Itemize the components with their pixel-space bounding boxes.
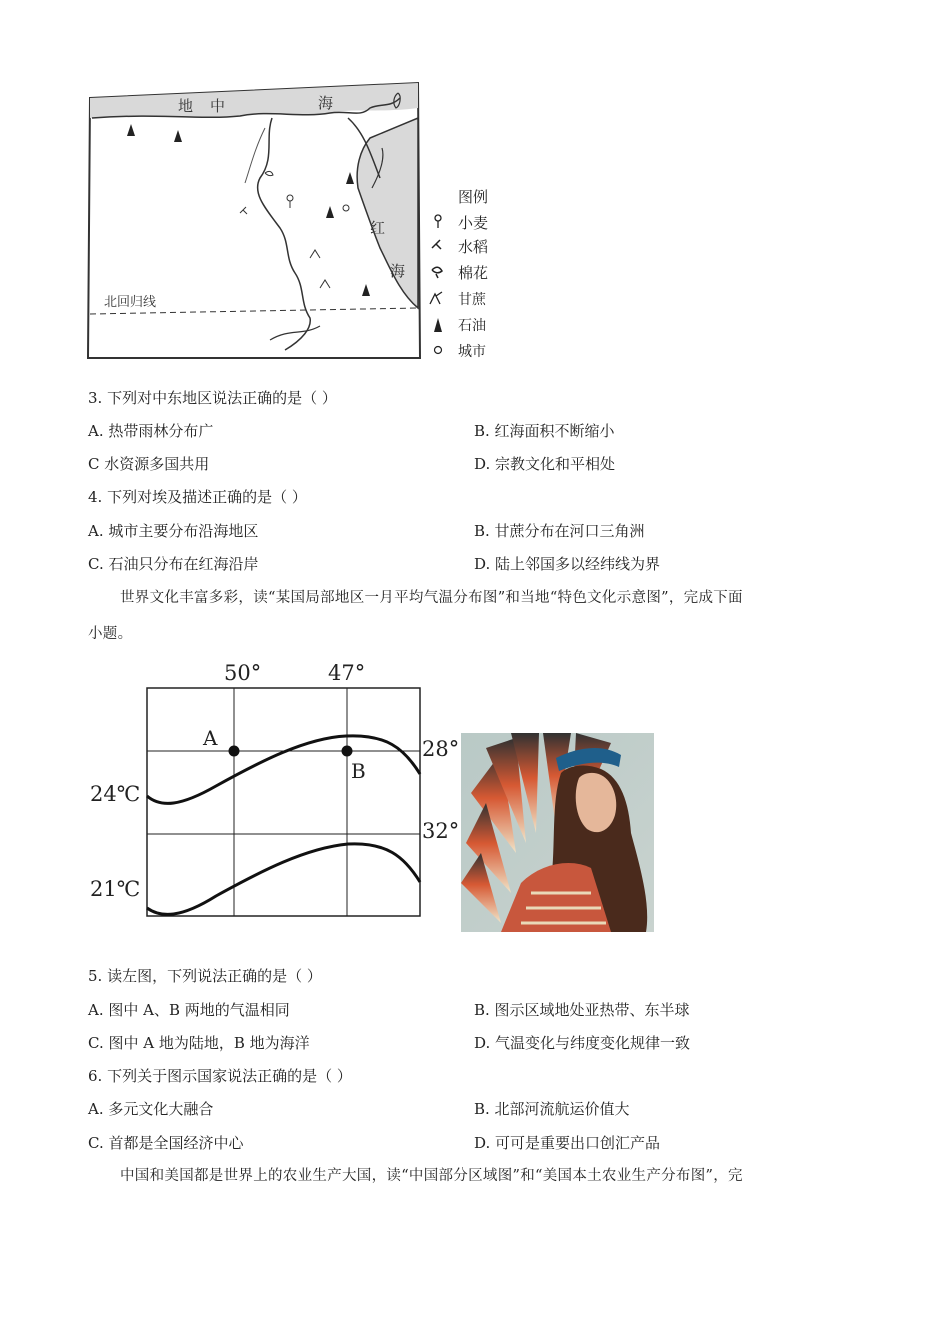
wheat-icon	[435, 215, 441, 228]
intro-paragraph-3: 中国和美国都是世界上的农业生产大国，读“中国部分区域图”和“美国本土农业生产分布图”，完	[120, 1168, 743, 1184]
question-6-option-a[interactable]: A. 多元文化大融合	[88, 1100, 214, 1118]
map-label-di: 地	[178, 97, 194, 115]
cotton-icon	[432, 267, 442, 278]
question-3-option-b[interactable]: B. 红海面积不断缩小	[474, 422, 615, 440]
latitude-label-32: 32°	[422, 819, 460, 843]
oil-icon	[434, 318, 442, 332]
map-label-zhong: 中	[210, 97, 226, 115]
question-3-stem: 3. 下列对中东地区说法正确的是（ ）	[88, 389, 337, 407]
legend-label: 小麦	[458, 214, 489, 232]
question-5-option-c[interactable]: C. 图中 A 地为陆地，B 地为海洋	[88, 1034, 310, 1052]
longitude-label-50: 50°	[224, 661, 262, 685]
question-3-option-a[interactable]: A. 热带雨林分布广	[88, 422, 214, 440]
map-label-hai2: 海	[390, 262, 406, 280]
intro-paragraph-line1: 世界文化丰富多彩，读“某国局部地区一月平均气温分布图”和当地“特色文化示意图”，完成下面	[120, 590, 743, 606]
map-label-hai: 海	[318, 94, 334, 112]
rice-icon	[432, 240, 441, 249]
point-b-label: B	[351, 759, 366, 783]
question-6-stem: 6. 下列关于图示国家说法正确的是（ ）	[88, 1067, 352, 1085]
question-6-option-b[interactable]: B. 北部河流航运价值大	[474, 1100, 630, 1118]
culture-photo	[461, 733, 654, 932]
question-6-option-d[interactable]: D. 可可是重要出口创汇产品	[474, 1134, 661, 1152]
city-icon	[435, 347, 442, 354]
question-4-stem: 4. 下列对埃及描述正确的是（ ）	[88, 488, 307, 506]
question-3-option-d[interactable]: D. 宗教文化和平相处	[474, 455, 616, 473]
longitude-label-47: 47°	[328, 661, 366, 685]
point-a-marker	[229, 746, 240, 757]
city-icon	[343, 205, 349, 211]
legend-label: 水稻	[458, 238, 489, 256]
question-5-option-a[interactable]: A. 图中 A、B 两地的气温相同	[88, 1001, 290, 1019]
question-4-option-b[interactable]: B. 甘蔗分布在河口三角洲	[474, 522, 645, 540]
question-4-option-a[interactable]: A. 城市主要分布沿海地区	[88, 522, 259, 540]
question-6-option-c[interactable]: C. 首都是全国经济中心	[88, 1134, 244, 1152]
legend-label: 城市	[458, 344, 486, 360]
legend-label: 甘蔗	[458, 292, 486, 308]
intro-paragraph-line2: 小题。	[88, 626, 133, 642]
legend-label: 石油	[458, 318, 486, 334]
legend-title: 图例	[458, 188, 489, 206]
isotherm-label-21: 21℃	[90, 877, 141, 901]
question-3-option-c[interactable]: C 水资源多国共用	[88, 455, 210, 473]
question-5-stem: 5. 读左图，下列说法正确的是（ ）	[88, 967, 322, 985]
isotherm-label-24: 24℃	[90, 782, 141, 806]
question-4-option-c[interactable]: C. 石油只分布在红海沿岸	[88, 555, 259, 573]
tropic-label: 北回归线	[104, 295, 157, 310]
question-5-option-b[interactable]: B. 图示区域地处亚热带、东半球	[474, 1001, 690, 1019]
egypt-map	[80, 78, 510, 368]
legend-label: 棉花	[458, 264, 489, 282]
point-a-label: A	[203, 726, 218, 750]
point-b-marker	[342, 746, 353, 757]
sugarcane-icon	[430, 292, 442, 304]
question-5-option-d[interactable]: D. 气温变化与纬度变化规律一致	[474, 1034, 691, 1052]
question-4-option-d[interactable]: D. 陆上邻国多以经纬线为界	[474, 555, 661, 573]
map-label-hong: 红	[370, 219, 386, 237]
isotherm-chart	[86, 656, 466, 926]
latitude-label-28: 28°	[422, 737, 460, 761]
